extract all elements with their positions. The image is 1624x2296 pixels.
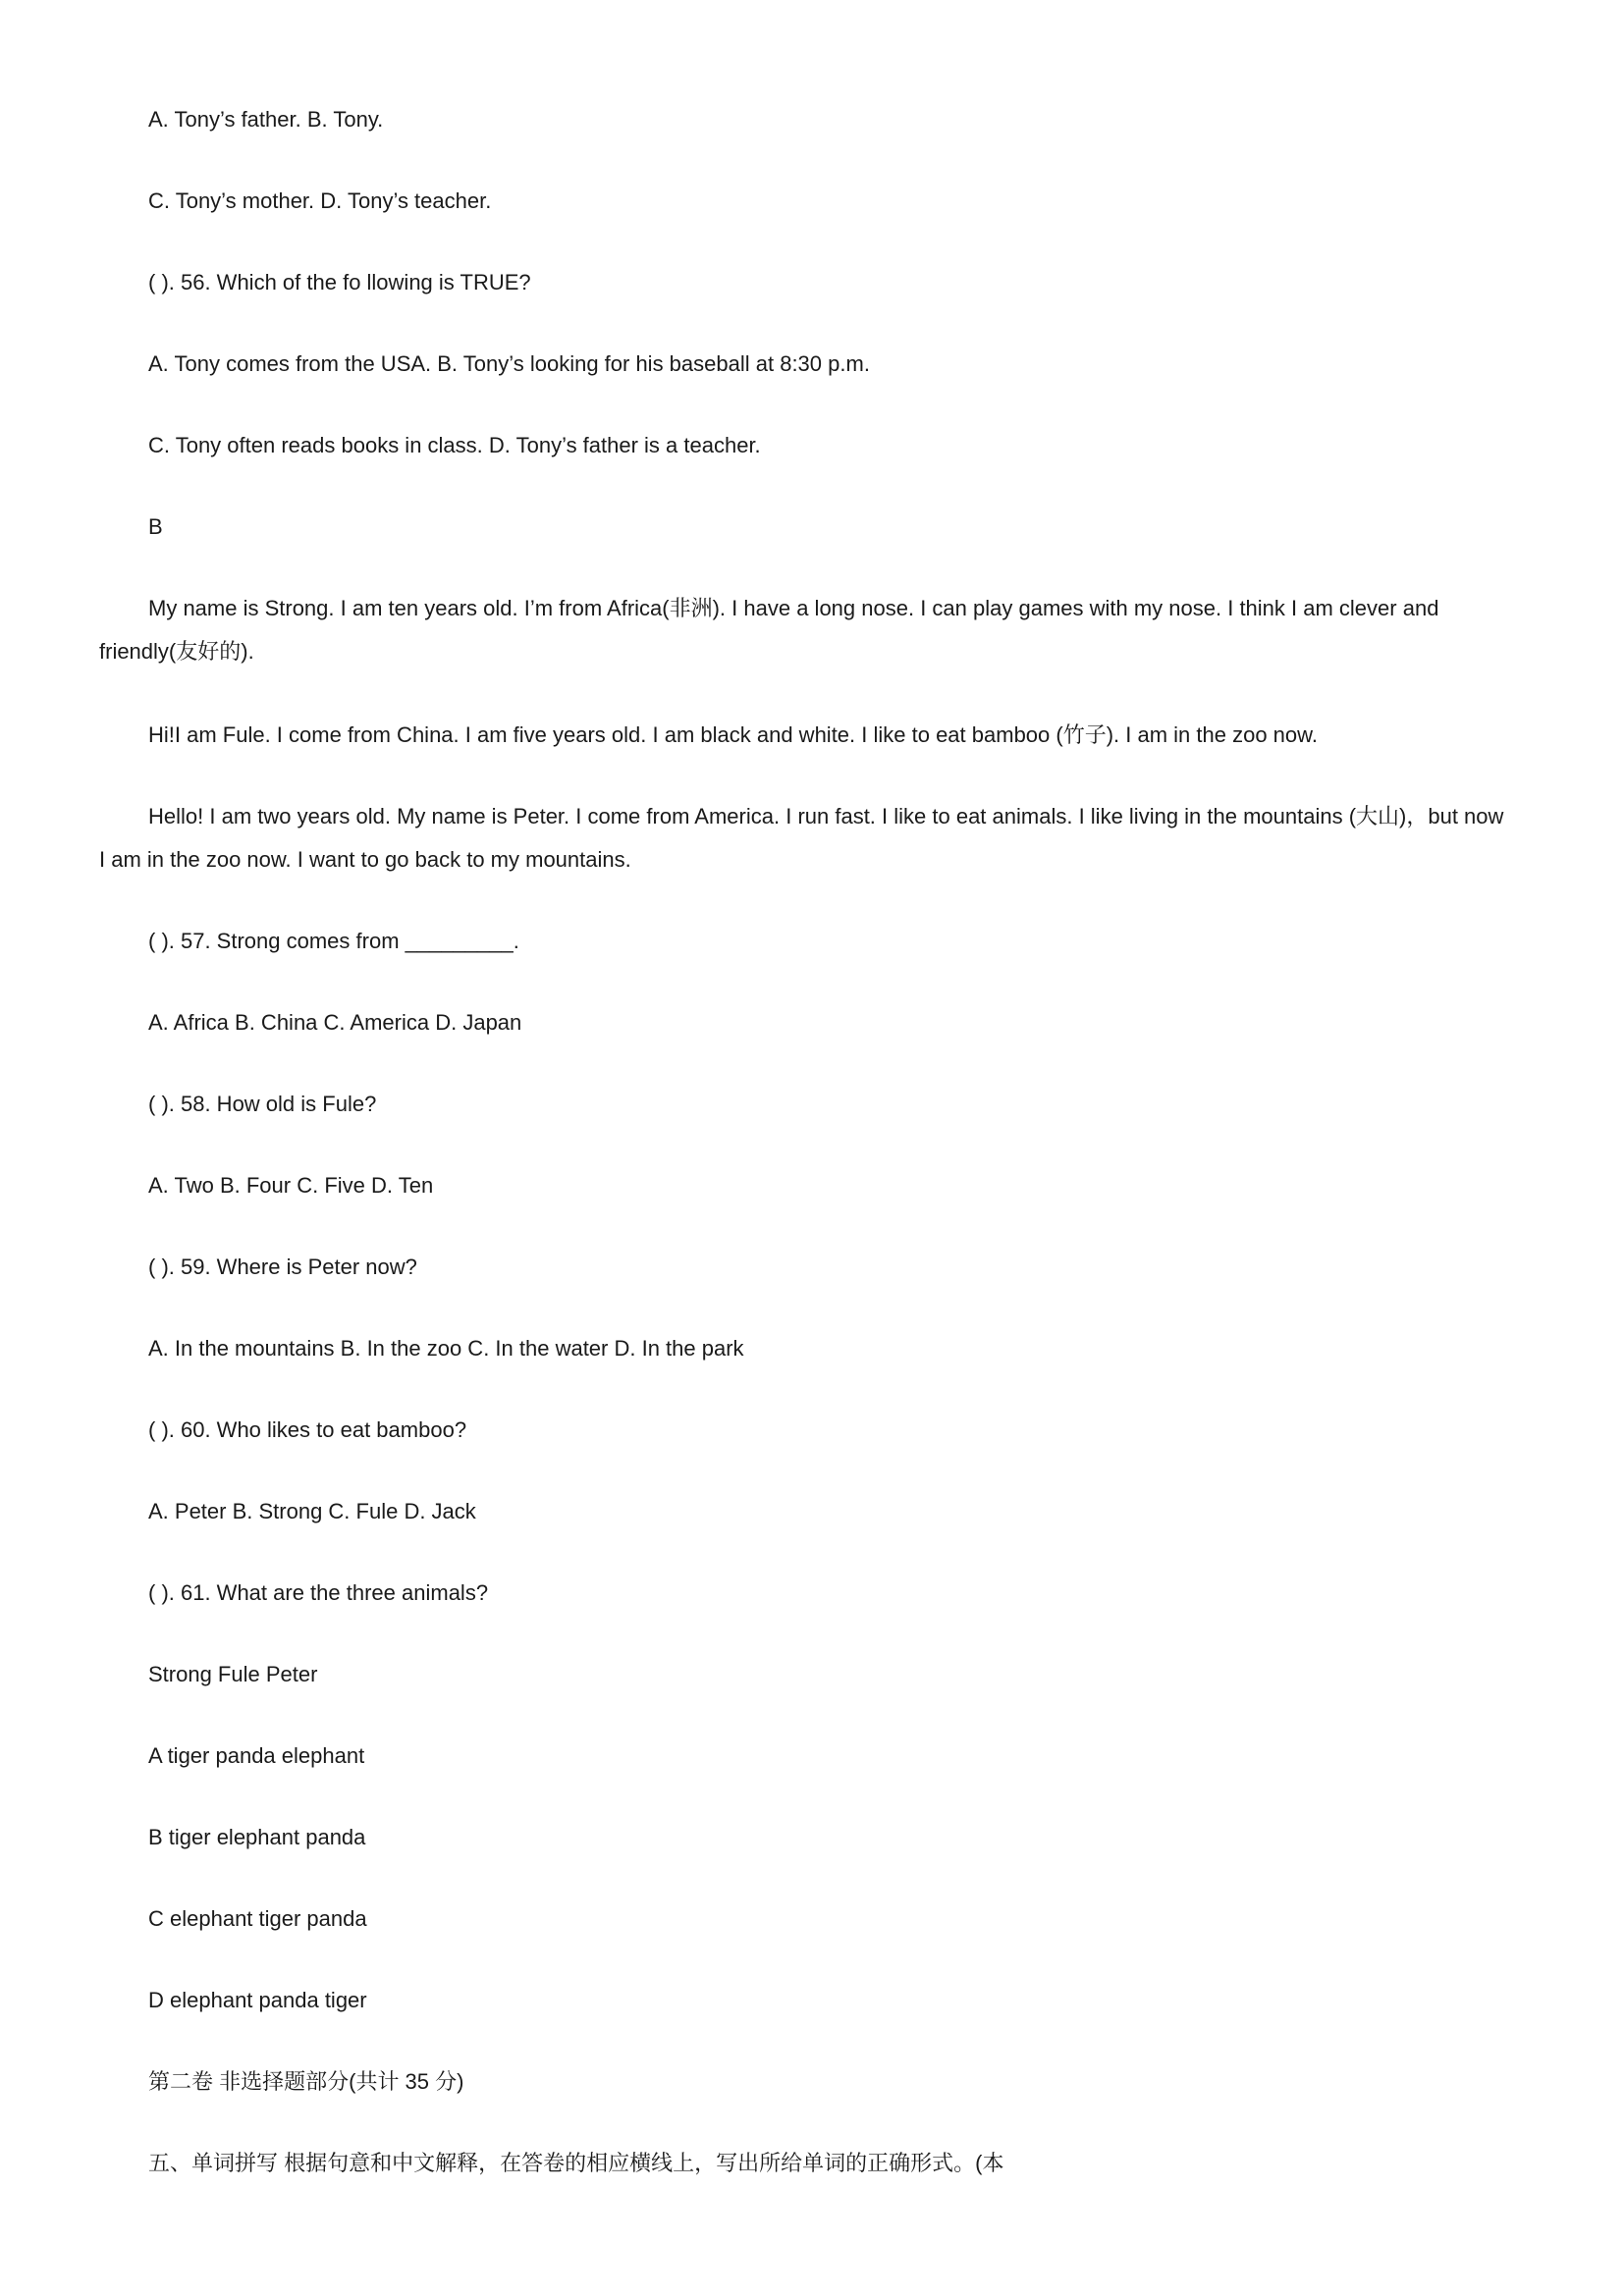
q60-options: A. Peter B. Strong C. Fule D. Jack: [148, 1499, 476, 1523]
q57-options: A. Africa B. China C. America D. Japan: [148, 1010, 522, 1035]
section-five-instructions: 五、单词拼写 根据句意和中文解释，在答卷的相应横线上，写出所给单词的正确形式。(本: [148, 2151, 1004, 2175]
q60-stem: ( ). 60. Who likes to eat bamboo?: [148, 1417, 467, 1442]
q56-options-line-2: C. Tony often reads books in class. D. Tony’s father is a teacher.: [148, 433, 761, 457]
q59-options: A. In the mountains B. In the zoo C. In the water D. In the park: [148, 1336, 744, 1361]
q57-stem: ( ). 57. Strong comes from _________.: [148, 929, 519, 953]
q55-options-line-1: A. Tony’s father. B. Tony.: [148, 107, 384, 132]
q61-option-b: B tiger elephant panda: [148, 1825, 366, 1849]
q58-options: A. Two B. Four C. Five D. Ten: [148, 1173, 434, 1198]
part-two-heading: 第二卷 非选择题部分(共计 35 分): [148, 2069, 464, 2094]
passage-fule: Hi!I am Fule. I come from China. I am five years old. I am black and white. I like to eat bamboo (竹子). I am in the zoo now.: [148, 722, 1318, 747]
q56-stem: ( ). 56. Which of the fo llowing is TRUE?: [148, 270, 531, 294]
section-b-label: B: [148, 514, 163, 539]
q55-options-line-2: C. Tony’s mother. D. Tony’s teacher.: [148, 188, 492, 213]
q61-option-a: A tiger panda elephant: [148, 1743, 365, 1768]
q61-stem: ( ). 61. What are the three animals?: [148, 1580, 489, 1605]
q61-option-d: D elephant panda tiger: [148, 1988, 367, 2012]
q59-stem: ( ). 59. Where is Peter now?: [148, 1255, 417, 1279]
q56-options-line-1: A. Tony comes from the USA. B. Tony’s looking for his baseball at 8:30 p.m.: [148, 351, 870, 376]
q61-option-c: C elephant tiger panda: [148, 1906, 367, 1931]
q58-stem: ( ). 58. How old is Fule?: [148, 1092, 377, 1116]
q61-header: Strong Fule Peter: [148, 1662, 318, 1686]
passage-strong: My name is Strong. I am ten years old. I’m from Africa(非洲). I have a long nose. I can play games with my nose. I think I am clever and friendly(友好的).: [99, 596, 1439, 664]
passage-peter: Hello! I am two years old. My name is Peter. I come from America. I run fast. I like to eat animals. I like living in the mountains (大山)，but now I am in the zoo now. I want to go back to my mountains.: [99, 804, 1504, 872]
